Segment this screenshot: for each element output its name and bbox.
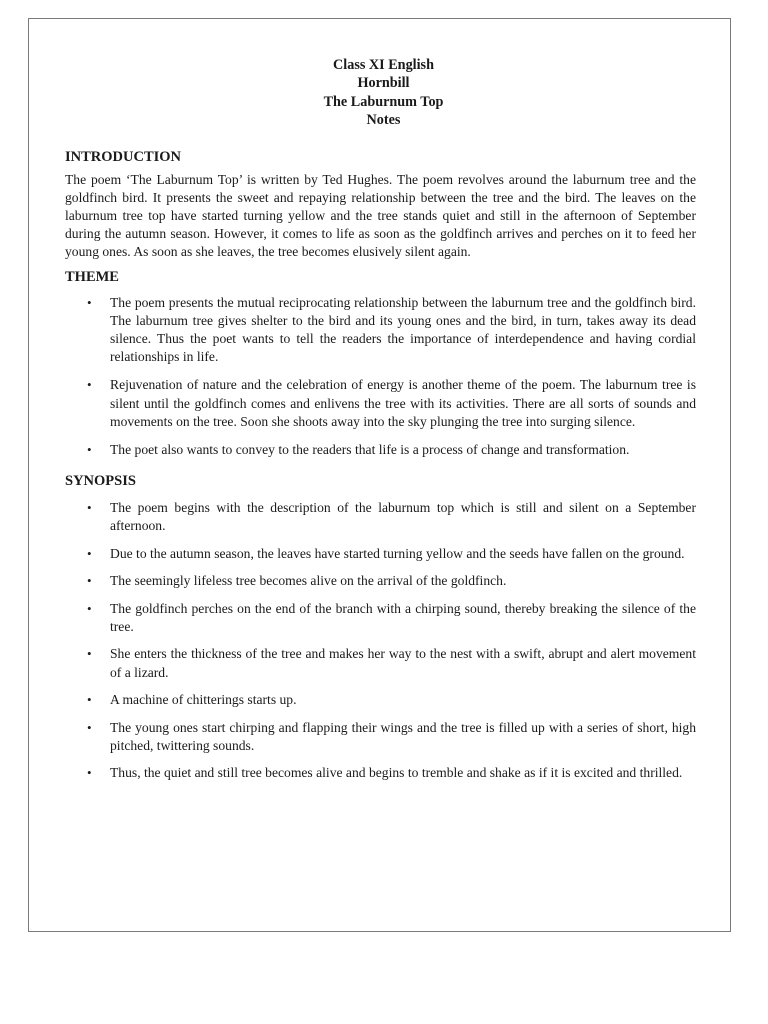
bullet-icon: • (87, 765, 92, 781)
title-poem: The Laburnum Top (323, 93, 444, 110)
title-book: Hornbill (357, 75, 410, 92)
list-item-text: Thus, the quiet and still tree becomes alive and begins to tremble and shake as if it is excited and thrilled. (110, 765, 683, 781)
bullet-icon: • (87, 600, 92, 616)
bullet-icon: • (87, 545, 92, 561)
list-item (65, 600, 696, 636)
list-item-text: A machine of chitterings starts up. (110, 692, 297, 708)
bullet-icon: • (87, 377, 92, 393)
title-class: Class XI English (333, 57, 434, 73)
list-item-text: Due to the autumn season, the leaves have started turning yellow and the seeds have fallen on the ground. (110, 545, 685, 561)
document-page (28, 18, 731, 932)
list-item-text: The poem begins with the description of the laburnum top which is still and silent on a September afternoon. (110, 499, 696, 533)
list-item (65, 545, 696, 563)
list-item (65, 572, 696, 590)
introduction-heading: INTRODUCTION (65, 148, 182, 165)
bullet-icon: • (87, 646, 92, 662)
list-item-text: She enters the thickness of the tree and makes her way to the nest with a swift, abrupt and alert movement of a lizard. (110, 646, 696, 680)
theme-list (65, 294, 696, 459)
list-item-text: The seemingly lifeless tree becomes alive on the arrival of the goldfinch. (110, 573, 507, 589)
bullet-icon: • (87, 719, 92, 735)
list-item-text: The goldfinch perches on the end of the branch with a chirping sound, thereby breaking the silence of the tree. (110, 600, 696, 634)
list-item (65, 691, 696, 709)
list-item (65, 499, 696, 535)
list-item-text: The poet also wants to convey to the readers that life is a process of change and transformation. (110, 441, 630, 457)
bullet-icon: • (87, 692, 92, 708)
document-content (65, 56, 696, 782)
bullet-icon: • (87, 499, 92, 515)
list-item (65, 645, 696, 681)
list-item (65, 294, 696, 366)
bullet-icon: • (87, 295, 92, 311)
synopsis-list (65, 499, 696, 783)
list-item-text: The poem presents the mutual reciprocating relationship between the laburnum tree and the goldfinch bird. The laburnum tree gives shelter to the bird and its young ones and the bird, in turn, takes away its dead silence. Thus the poet wants to tell the readers the importance of interdependence and having cordial relationships in life. (110, 295, 696, 365)
bullet-icon: • (87, 441, 92, 457)
theme-heading: THEME (65, 269, 119, 286)
document-title-block (71, 56, 696, 130)
introduction-paragraph: The poem ‘The Laburnum Top’ is written by Ted Hughes. The poem revolves around the laburnum tree and the goldfinch bird. It presents the sweet and repaying relationship between the tree and the bird. The leaves on the laburnum tree top have started turning yellow and the tree stands quiet and still in the afternoon of September during the autumn season. However, it comes to life as soon as the goldfinch arrives and perches on it to feed her young ones. As soon as she leaves, the tree becomes elusively silent again. (65, 171, 696, 259)
list-item-text: The young ones start chirping and flapping their wings and the tree is filled up with a series of short, high pitched, twittering sounds. (110, 719, 696, 753)
list-item (65, 764, 696, 782)
list-item-text: Rejuvenation of nature and the celebration of energy is another theme of the poem. The laburnum tree is silent until the goldfinch comes and enlivens the tree with its activities. There are all sorts of sounds and movements on the tree. Soon she shoots away into the sky plunging the tree into surging silence. (110, 377, 696, 429)
list-item (65, 719, 696, 755)
title-notes: Notes (366, 112, 401, 129)
list-item (65, 376, 696, 430)
list-item (65, 441, 696, 459)
bullet-icon: • (87, 573, 92, 589)
synopsis-heading: SYNOPSIS (65, 472, 136, 489)
